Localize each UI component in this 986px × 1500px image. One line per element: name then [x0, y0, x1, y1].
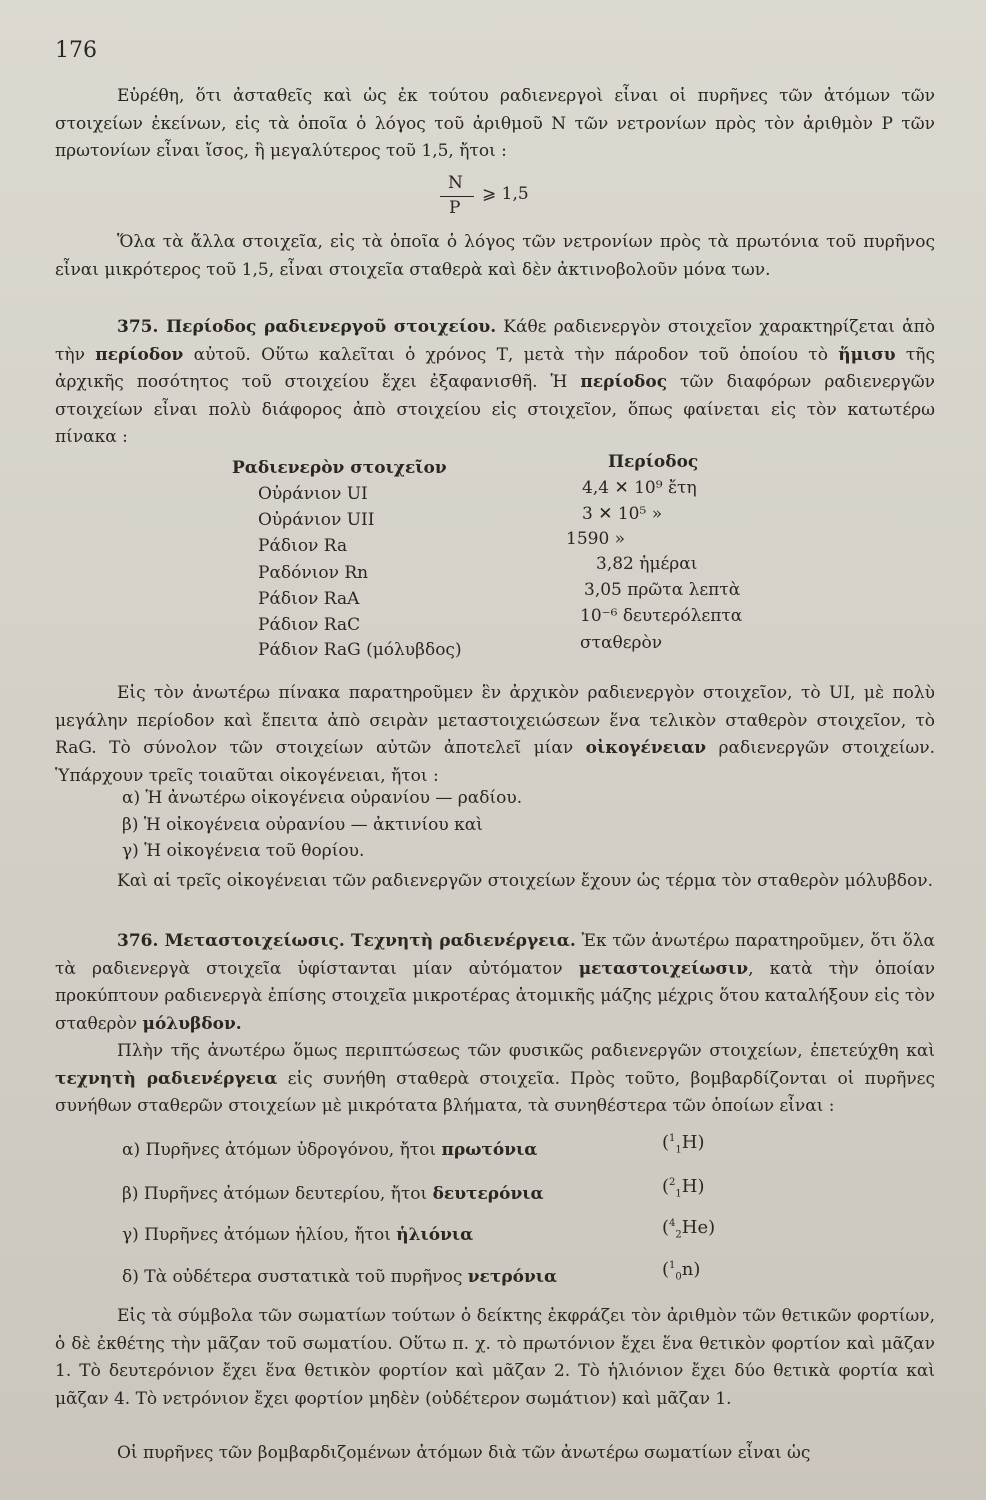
fraction-numerator: N [448, 173, 463, 193]
projectile-item: γ) Πυρῆνες ἀτόμων ἡλίου, ἤτοι ἡλιόνια [122, 1225, 474, 1245]
symbols-explanation-paragraph: Εἰς τὰ σύμβολα τῶν σωματίων τούτων ὁ δείκτης ἐκφράζει τὸν ἀριθμὸν τῶν θετικῶν φορτίων, ὁ δὲ ἐκθέτης τὴν μᾶζαν τοῦ σωματίου. Οὕτω π. χ. τὸ πρωτόνιον ἔχει ἕνα θετικὸν φορτίον καὶ μᾶζαν 1. Τὸ δευτερόνιον ἔχει ἕνα θετικὸν φορτίον καὶ μᾶζαν 2. Τὸ ἡλιόνιον ἔχει δύο θετικὰ φορτία καὶ μᾶζαν 4. Τὸ νετρόνιον ἔχει φορτίον μηδὲν (οὐδέτερον σωμάτιον) καὶ μᾶζαν 1. [55, 1306, 935, 1409]
table-row-element: Ράδιον RaG (μόλυβδος) [258, 640, 462, 660]
table-row-period: 4,4 ✕ 10⁹ ἔτη [582, 478, 697, 498]
family-item: β) Ἡ οἰκογένεια οὐρανίου — ἀκτινίου καὶ [122, 815, 483, 835]
section-375-paragraph: 375. Περίοδος ραδιενεργοῦ στοιχείου. Κάθε ραδιενεργὸν στοιχεῖον χαρακτηρίζεται ἀπὸ τὴν περίοδον αὐτοῦ. Οὕτω καλεῖται ὁ χρόνος Τ, μετὰ τὴν πάροδον τοῦ ὁποίου τὸ ἥμισυ τῆς ἀρχικῆς ποσότητος τοῦ στοιχείου ἔχει ἐξαφανισθῆ. Ἡ περίοδος τῶν διαφόρων ραδιενεργῶν στοιχείων εἶναι πολὺ διάφορος ἀπὸ στοιχείου εἰς στοιχεῖον, ὅπως φαίνεται εἰς τὸν κατωτέρω πίνακα : [55, 317, 935, 447]
section-375-heading: 375. Περίοδος ραδιενεργοῦ στοιχείου. [117, 317, 497, 337]
helion-symbol: ($^4_2$He) [662, 1217, 716, 1241]
table-row-period: 1590 » [566, 529, 626, 549]
table-row-element: Ράδιον RaA [258, 589, 360, 609]
section-376-paragraph: 376. Μεταστοιχείωσις. Τεχνητὴ ραδιενέργεια. Ἐκ τῶν ἀνωτέρω παρατηροῦμεν, ὅτι ὅλα τὰ ραδιενεργὰ στοιχεῖα ὑφίστανται μίαν αὐτόματον μεταστοιχείωσιν, κατὰ τὴν ὁποίαν προκύπτουν ραδιενεργὰ ἐπίσης στοιχεῖα μικροτέρας ἀτομικῆς μάζης μέχρις ὅτου καταλήξουν εἰς τὸν σταθερὸν μόλυβδον. [55, 931, 935, 1034]
proton-symbol: ($^1_1$H) [662, 1132, 705, 1156]
table-row-period: 3,82 ἡμέραι [596, 554, 698, 574]
table-row-period: 3,05 πρῶτα λεπτὰ [584, 580, 741, 600]
table-header-element: Ραδιενερὸν στοιχεῖον [232, 458, 447, 478]
table-row-element: Ραδόνιον Rn [258, 563, 369, 583]
fraction-rhs: ⩾ 1,5 [482, 184, 529, 204]
section-376-heading: 376. Μεταστοιχείωσις. Τεχνητὴ ραδιενέργεια. [117, 931, 576, 951]
neutron-symbol: ($^1_0$n) [662, 1259, 701, 1283]
final-paragraph: Οἱ πυρῆνες τῶν βομβαρδιζομένων ἀτόμων διὰ τῶν ἀνωτέρω σωματίων εἶναι ὡς [117, 1443, 811, 1463]
fraction-denominator: P [449, 198, 461, 218]
table-row-element: Οὐράνιον UII [258, 510, 375, 530]
page-number: 176 [55, 38, 97, 63]
table-row-period: 10⁻⁶ δευτερόλεπτα [580, 606, 743, 626]
families-paragraph: Εἰς τὸν ἀνωτέρω πίνακα παρατηροῦμεν ἓν ἀρχικὸν ραδιενεργὸν στοιχεῖον, τὸ UI, μὲ πολὺ μεγάλην περίοδον καὶ ἔπειτα ἀπὸ σειρὰν μεταστοιχειώσεων ἕνα τελικὸν σταθερὸν στοιχεῖον, τὸ RaG. Τὸ σύνολον τῶν στοιχείων αὐτῶν ἀποτελεῖ μίαν οἰκογένειαν ραδιενεργῶν στοιχείων. Ὑπάρχουν τρεῖς τοιαῦται οἰκογένειαι, ἤτοι : [55, 683, 935, 786]
table-row-element: Οὐράνιον UI [258, 484, 368, 504]
projectile-item: α) Πυρῆνες ἀτόμων ὑδρογόνου, ἤτοι πρωτόνια [122, 1140, 538, 1160]
family-item: α) Ἡ ἀνωτέρω οἰκογένεια οὐρανίου — ραδίου. [122, 788, 523, 808]
table-row-element: Ράδιον Ra [258, 536, 348, 556]
lead-conclusion-paragraph: Καὶ αἱ τρεῖς οἰκογένειαι τῶν ραδιενεργῶν στοιχείων ἔχουν ὡς τέρμα τὸν σταθερὸν μόλυβδον. [117, 871, 934, 891]
projectile-item: δ) Τὰ οὐδέτερα συστατικὰ τοῦ πυρῆνος νετρόνια [122, 1267, 558, 1287]
stable-elements-paragraph: Ὅλα τὰ ἄλλα στοιχεῖα, εἰς τὰ ὁποῖα ὁ λόγος τῶν νετρονίων πρὸς τὰ πρωτόνια τοῦ πυρῆνος εἶναι μικρότερος τοῦ 1,5, εἶναι στοιχεῖα σταθερὰ καὶ δὲν ἀκτινοβολοῦν μόνα των. [55, 232, 935, 280]
deuteron-symbol: ($^2_1$H) [662, 1176, 705, 1200]
table-header-period: Περίοδος [608, 452, 699, 472]
fraction-bar [440, 196, 474, 197]
artificial-radioactivity-paragraph: Πλὴν τῆς ἀνωτέρω ὅμως περιπτώσεως τῶν φυσικῶς ραδιενεργῶν στοιχείων, ἐπετεύχθη καὶ τεχνητὴ ραδιενέργεια εἰς συνήθη σταθερὰ στοιχεῖα. Πρὸς τοῦτο, βομβαρδίζονται οἱ πυρῆνες συνήθων σταθερῶν στοιχείων μὲ μικρότατα βλήματα, τὰ συνηθέστερα τῶν ὁποίων εἶναι : [55, 1041, 935, 1116]
family-item: γ) Ἡ οἰκογένεια τοῦ θορίου. [122, 841, 365, 861]
projectile-item: β) Πυρῆνες ἀτόμων δευτερίου, ἤτοι δευτερόνια [122, 1184, 544, 1204]
table-row-period: 3 ✕ 10⁵ » [582, 504, 663, 524]
table-row-period: σταθερὸν [580, 633, 663, 653]
table-row-element: Ράδιον RaC [258, 615, 361, 635]
intro-paragraph: Εὑρέθη, ὅτι ἀσταθεῖς καὶ ὡς ἐκ τούτου ραδιενεργοὶ εἶναι οἱ πυρῆνες τῶν ἀτόμων τῶν στοιχείων ἐκείνων, εἰς τὰ ὁποῖα ὁ λόγος τοῦ ἀριθμοῦ Ν τῶν νετρονίων πρὸς τὸν ἀριθμὸν Ρ τῶν πρωτονίων εἶναι ἴσος, ἢ μεγαλύτερος τοῦ 1,5, ἤτοι : [55, 86, 935, 161]
